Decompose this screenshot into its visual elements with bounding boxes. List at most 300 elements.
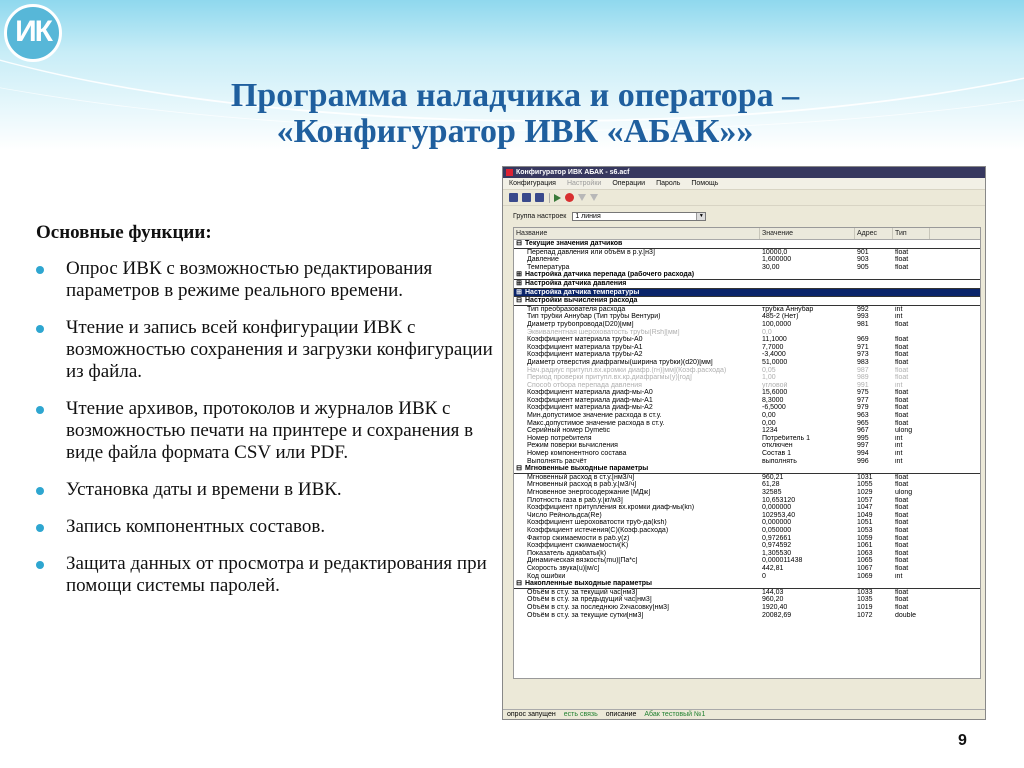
table-row[interactable] <box>514 557 980 565</box>
cell-name-text: Мгновенный расход в раб.у.[м3/ч] <box>527 481 637 489</box>
slide-title <box>100 78 930 150</box>
cell-address: 1033 <box>857 588 873 596</box>
cell-name-text: Коэффициент материала диаф-мы-A1 <box>527 396 653 404</box>
cell-name <box>514 489 760 497</box>
cell-type: float <box>895 549 909 557</box>
table-row[interactable] <box>514 504 980 512</box>
cell-name <box>514 427 760 435</box>
cell-name-text: Объём в ст.у. за текущий час[нм3] <box>527 588 638 596</box>
cell-type: int <box>895 442 903 450</box>
cell-address: 989 <box>857 374 869 382</box>
cell-address: 995 <box>857 434 869 442</box>
cell-name-text: Накопленные выходные параметры <box>525 580 653 588</box>
bullet-icon <box>36 561 44 569</box>
cell-name-text: Мгновенные выходные параметры <box>525 465 649 473</box>
cell-name <box>514 535 760 543</box>
cell-name <box>514 412 760 420</box>
table-row[interactable] <box>514 420 980 428</box>
cell-name-text: Давление <box>527 256 559 264</box>
cell-name-text: Коэффициент притупления вх.кромки диаф-мы(kn) <box>527 504 695 512</box>
table-row[interactable] <box>514 249 980 257</box>
cell-type: float <box>895 596 909 604</box>
cell-value: -6,5000 <box>762 404 786 412</box>
cell-address: 967 <box>857 427 869 435</box>
cell-value <box>760 580 855 588</box>
cell-name <box>514 542 760 550</box>
expand-icon[interactable]: ⊞ <box>516 271 522 279</box>
cell-value: отключен <box>762 442 793 450</box>
cell-address: 1065 <box>857 557 873 565</box>
table-row[interactable] <box>514 336 980 344</box>
cell-name-text: Коэффициент материала трубы-A0 <box>527 336 643 344</box>
cell-address <box>855 329 893 337</box>
table-row[interactable] <box>514 389 980 397</box>
cell-name-text: Эквивалентная шероховатость трубы[Rsh][мм] <box>527 328 680 336</box>
cell-name-text: Коэффициент сжимаемости(K) <box>527 542 629 550</box>
cell-type: float <box>895 603 909 611</box>
cell-value: 1,305530 <box>762 549 792 557</box>
table-row[interactable] <box>514 527 980 535</box>
list-item: Запись компонентных составов. <box>36 516 496 538</box>
cell-name-text: Настройки вычисления расхода <box>525 297 638 305</box>
cell-address: 1031 <box>857 473 873 481</box>
table-row[interactable] <box>514 596 980 604</box>
list-item: Установка даты и времени в ИВК. <box>36 479 496 501</box>
cell-value: 30,00 <box>762 263 780 271</box>
cell-type: int <box>895 450 903 458</box>
cell-name <box>514 336 760 344</box>
table-row[interactable] <box>514 489 980 497</box>
cell-type: float <box>895 526 909 534</box>
cell-address: 1051 <box>857 519 873 527</box>
cell-value: 960,20 <box>762 596 784 604</box>
cell-value: 102953,40 <box>762 511 796 519</box>
cell-name-text: Объём в ст.у. за последнюю 2хчасовку[нм3] <box>527 603 669 611</box>
cell-name <box>514 289 760 297</box>
cell-type <box>893 240 930 248</box>
bullet-icon <box>36 266 44 274</box>
cell-address: 1019 <box>857 603 873 611</box>
cell-value: 0,05 <box>762 366 776 374</box>
save-all-icon[interactable] <box>535 193 544 202</box>
settings-group-bar <box>503 206 985 226</box>
table-row[interactable] <box>514 550 980 558</box>
cell-value: 1234 <box>762 427 778 435</box>
cell-name <box>514 397 760 405</box>
cell-name <box>514 240 760 248</box>
cell-type: float <box>895 320 909 328</box>
table-row[interactable] <box>514 367 980 375</box>
table-row[interactable] <box>514 573 980 581</box>
cell-value: 0,974592 <box>762 542 792 550</box>
cell-value: 7,7000 <box>762 343 784 351</box>
cell-address: 1063 <box>857 549 873 557</box>
cell-address: 997 <box>857 442 869 450</box>
expand-icon[interactable]: ⊞ <box>516 279 522 287</box>
cell-value <box>760 297 855 305</box>
save-icon[interactable] <box>509 193 518 202</box>
cell-name <box>514 313 760 321</box>
cell-name-text: Коэффициент шероховатости труб-да(ksh) <box>527 519 667 527</box>
expand-icon[interactable]: ⊞ <box>516 288 522 296</box>
cell-name <box>514 465 760 473</box>
table-row[interactable] <box>514 351 980 359</box>
status-state: опрос запущен <box>507 711 556 718</box>
cell-type <box>893 465 930 473</box>
cell-name-text: Скорость звука(u)[м/с] <box>527 564 600 572</box>
menu-help[interactable]: Помощь <box>691 180 719 187</box>
cell-name-text: Мгновенный расход в ст.у.[нм3/ч] <box>527 473 635 481</box>
cell-address: 905 <box>857 263 869 271</box>
cell-name-text: Выполнять расчёт <box>527 457 587 465</box>
cell-type: float <box>895 256 909 264</box>
cell-address <box>855 240 893 248</box>
cell-name-text: Диаметр отверстия диафрагмы(ширина трубки)(d20)[мм] <box>527 358 713 366</box>
list-item: Чтение архивов, протоколов и журналов ИВК с возможностью печати на принтере и сохранения в виде файла формата CSV или PDF. <box>36 398 496 464</box>
table-row[interactable] <box>514 589 980 597</box>
group-row[interactable] <box>514 289 980 298</box>
cell-address <box>855 297 893 305</box>
cell-name <box>514 344 760 352</box>
cell-name-text: Показатель адиабаты(k) <box>527 549 607 557</box>
table-row[interactable] <box>514 412 980 420</box>
cell-name-text: Объём в ст.у. за текущие сутки[нм3] <box>527 611 644 619</box>
group-select-value: 1 линия <box>575 212 601 220</box>
window-title: Конфигуратор ИВК АБАК - s6.acf <box>516 169 630 176</box>
run-icon[interactable] <box>554 194 561 202</box>
cell-name <box>514 382 760 390</box>
cell-value <box>760 271 855 279</box>
cell-name <box>514 367 760 375</box>
group-label: Группа настроек <box>513 212 567 220</box>
cell-type <box>893 280 930 288</box>
cell-value <box>760 465 855 473</box>
cell-value: 0,000011438 <box>762 557 803 565</box>
table-row[interactable] <box>514 313 980 321</box>
cell-name <box>514 481 760 489</box>
table-row[interactable] <box>514 565 980 573</box>
menu-settings[interactable]: Настройки <box>566 180 602 187</box>
cell-value: 20082,69 <box>762 611 792 619</box>
cell-name-text: Серийный номер Dymetic <box>527 427 610 435</box>
cell-name <box>514 550 760 558</box>
cell-name-text: Макс.допустимое значение расхода в ст.у. <box>527 419 665 427</box>
cell-value: 10000,0 <box>762 248 788 256</box>
cell-type: float <box>895 511 909 519</box>
status-description-value: Абак тестовый №1 <box>644 711 706 718</box>
cell-name-text: Настройка датчика давления <box>525 279 627 287</box>
collapse-icon[interactable]: ⊟ <box>516 297 522 305</box>
cell-type: int <box>895 457 903 465</box>
cell-value: 0,0 <box>762 328 772 336</box>
cell-value: 1,00 <box>762 374 776 382</box>
cell-type: float <box>895 248 909 256</box>
cell-name-text: Диаметр трубопровода(D20)[мм] <box>527 320 634 328</box>
cell-name-text: Тип преобразователя расхода <box>527 305 626 313</box>
cell-name <box>514 504 760 512</box>
table-row[interactable] <box>514 497 980 505</box>
stop-icon[interactable] <box>565 193 574 202</box>
bullet-icon <box>36 406 44 414</box>
cell-type: float <box>895 481 909 489</box>
cell-name-text: Текущие значения датчиков <box>525 240 623 247</box>
group-row[interactable] <box>514 240 980 249</box>
table-row[interactable] <box>514 481 980 489</box>
collapse-icon[interactable]: ⊟ <box>516 580 522 588</box>
cell-type: float <box>895 336 909 344</box>
save-as-icon[interactable] <box>522 193 531 202</box>
group-row[interactable] <box>514 280 980 289</box>
table-row[interactable] <box>514 329 980 337</box>
cell-type: double <box>895 611 917 619</box>
cell-name <box>514 442 760 450</box>
download-icon[interactable] <box>578 194 586 201</box>
table-row[interactable] <box>514 612 980 620</box>
bullet-icon <box>36 524 44 532</box>
cell-name <box>514 458 760 466</box>
cell-address: 981 <box>857 320 869 328</box>
cell-name-text: Режим поверки вычисления <box>527 442 618 450</box>
cell-name-text: Номер компонентного состава <box>527 450 627 458</box>
cell-name <box>514 359 760 367</box>
cell-name-text: Объём в ст.у. за предыдущий час[нм3] <box>527 596 652 604</box>
cell-address: 901 <box>857 248 869 256</box>
cell-name-text: Период проверки притупл.вх.кр.диафрагмы(y)[год] <box>527 374 692 382</box>
cell-type: float <box>895 564 909 572</box>
cell-address: 994 <box>857 450 869 458</box>
cell-address: 1069 <box>857 572 873 580</box>
cell-name-text: Мгновенное энергосодержание [МДж] <box>527 489 651 496</box>
cell-name <box>514 450 760 458</box>
cell-name <box>514 321 760 329</box>
cell-type: int <box>895 572 903 580</box>
cell-name <box>514 474 760 482</box>
cell-name <box>514 280 760 288</box>
column-header-value[interactable]: Значение <box>760 228 855 239</box>
cell-name <box>514 297 760 305</box>
table-row[interactable] <box>514 344 980 352</box>
cell-type: float <box>895 588 909 596</box>
table-row[interactable] <box>514 442 980 450</box>
app-icon <box>506 169 513 176</box>
configurator-window <box>502 166 986 720</box>
cell-type: float <box>895 351 909 359</box>
cell-value: Потребитель 1 <box>762 434 810 442</box>
cell-value: выполнять <box>762 457 797 465</box>
toolbar-separator <box>549 193 550 203</box>
column-header-type[interactable]: Тип <box>893 228 930 239</box>
table-row[interactable] <box>514 604 980 612</box>
table-row[interactable] <box>514 474 980 482</box>
cell-name <box>514 420 760 428</box>
status-description-label: описание <box>605 711 637 718</box>
cell-address: 1049 <box>857 511 873 519</box>
cell-name <box>514 596 760 604</box>
cell-name <box>514 256 760 264</box>
table-row[interactable] <box>514 397 980 405</box>
cell-value: трубка Аннубар <box>762 305 814 313</box>
cell-value: 15,6000 <box>762 389 788 397</box>
cell-address <box>855 580 893 588</box>
cell-address: 987 <box>857 366 869 374</box>
menu-password[interactable]: Пароль <box>656 180 681 187</box>
cell-value: угловой <box>762 381 788 389</box>
cell-value: 0,00 <box>762 412 776 420</box>
cell-type: float <box>895 358 909 366</box>
collapse-icon[interactable]: ⊟ <box>516 240 522 247</box>
cell-name-text: Перепад давления или объём в р.у.[н3] <box>527 248 655 256</box>
group-row[interactable] <box>514 580 980 589</box>
cell-address: 991 <box>857 381 869 389</box>
cell-name-text: Код ошибки <box>527 572 566 580</box>
cell-name <box>514 306 760 314</box>
cell-name-text: Коэффициент истечения(C)(Коэф.расхода) <box>527 526 669 534</box>
cell-type: float <box>895 343 909 351</box>
cell-value: 0,050000 <box>762 526 792 534</box>
cell-type: float <box>895 473 909 481</box>
cell-type: ulong <box>895 427 913 435</box>
cell-value: Состав 1 <box>762 450 792 458</box>
cell-value: 0 <box>762 572 766 580</box>
cell-value: 61,28 <box>762 481 780 489</box>
group-row[interactable] <box>514 465 980 474</box>
cell-value: 0,000000 <box>762 519 792 527</box>
cell-address: 975 <box>857 389 869 397</box>
column-header-address[interactable]: Адрес <box>855 228 893 239</box>
slide-title-line1: Программа наладчика и оператора – <box>230 77 800 114</box>
cell-address: 1072 <box>857 611 873 619</box>
cell-name-text: Мин.допустимое значение расхода в ст.у. <box>527 412 662 420</box>
grid-header <box>514 228 980 240</box>
table-row[interactable] <box>514 427 980 435</box>
cell-name <box>514 264 760 272</box>
cell-address: 977 <box>857 396 869 404</box>
table-row[interactable] <box>514 359 980 367</box>
cell-type <box>893 289 930 297</box>
group-row[interactable] <box>514 271 980 280</box>
cell-name-text: Номер потребителя <box>527 434 592 442</box>
functions-heading: Основные функции: <box>36 222 212 243</box>
list-item: Защита данных от просмотра и редактирования при помощи системы паролей. <box>36 553 496 597</box>
table-row[interactable] <box>514 382 980 390</box>
cell-value: 442,81 <box>762 564 784 572</box>
cell-type: float <box>895 542 909 550</box>
cell-name-text: Фактор сжимаемости в раб.у(z) <box>527 534 630 542</box>
table-row[interactable] <box>514 321 980 329</box>
cell-type: float <box>895 504 909 512</box>
cell-type <box>893 297 930 305</box>
cell-address: 971 <box>857 343 869 351</box>
menu-configuration[interactable]: Конфигурация <box>509 180 556 187</box>
logo: ИК <box>4 4 62 62</box>
grid-body <box>514 240 980 619</box>
cell-value: 100,0000 <box>762 320 792 328</box>
table-row[interactable] <box>514 512 980 520</box>
table-row[interactable] <box>514 535 980 543</box>
cell-value: 0,972661 <box>762 534 792 542</box>
cell-name-text: Настройка датчика перепада (рабочего расхода) <box>525 271 695 279</box>
menu-operations[interactable]: Операции <box>612 180 646 187</box>
table-row[interactable] <box>514 264 980 272</box>
cell-address: 1047 <box>857 504 873 512</box>
cell-type <box>893 271 930 279</box>
cell-type: int <box>895 313 903 321</box>
cell-value: 144,03 <box>762 588 784 596</box>
group-select[interactable] <box>572 212 706 221</box>
cell-name <box>514 573 760 581</box>
cell-address: 1057 <box>857 496 873 504</box>
cell-value <box>760 289 855 297</box>
cell-name-text: Нач.радиус притупл.вх.кромки диафр.(rн)[мм](Коэф.расхода) <box>527 366 727 374</box>
table-row[interactable] <box>514 404 980 412</box>
cell-name <box>514 512 760 520</box>
table-row[interactable] <box>514 435 980 443</box>
bullet-icon <box>36 487 44 495</box>
cell-address: 1067 <box>857 564 873 572</box>
cell-value: 960,21 <box>762 473 784 481</box>
table-row[interactable] <box>514 374 980 382</box>
cell-name <box>514 527 760 535</box>
cell-name <box>514 497 760 505</box>
cell-name <box>514 351 760 359</box>
list-item: Чтение и запись всей конфигурации ИВК с возможностью сохранения и загрузки конфигурации из файла. <box>36 317 496 383</box>
cell-type: int <box>895 434 903 442</box>
cell-name-text: Коэффициент материала диаф-мы-A0 <box>527 389 653 397</box>
table-row[interactable] <box>514 306 980 314</box>
cell-address <box>855 280 893 288</box>
cell-type: float <box>895 374 909 382</box>
toolbar <box>503 190 985 206</box>
cell-type <box>893 329 930 337</box>
cell-name-text: Тип трубки Аннубар (Тип трубы Вентури) <box>527 313 661 321</box>
cell-address: 965 <box>857 419 869 427</box>
cell-type: float <box>895 557 909 565</box>
collapse-icon[interactable]: ⊟ <box>516 465 522 473</box>
upload-icon[interactable] <box>590 194 598 201</box>
cell-address <box>855 289 893 297</box>
cell-address: 996 <box>857 457 869 465</box>
cell-address: 903 <box>857 256 869 264</box>
cell-name-text: Настройка датчика температуры <box>525 288 640 296</box>
cell-address <box>855 271 893 279</box>
cell-type: float <box>895 412 909 420</box>
table-row[interactable] <box>514 458 980 466</box>
cell-name <box>514 249 760 257</box>
table-row[interactable] <box>514 450 980 458</box>
cell-address: 983 <box>857 358 869 366</box>
cell-type: int <box>895 381 903 389</box>
chevron-down-icon[interactable]: ▼ <box>696 213 705 220</box>
cell-value: 1920,40 <box>762 603 788 611</box>
cell-name-text: Динамическая вязкость(mu)[Па*с] <box>527 557 638 565</box>
cell-value: 0,00 <box>762 419 776 427</box>
bullet-icon <box>36 325 44 333</box>
cell-name <box>514 612 760 620</box>
group-row[interactable] <box>514 297 980 306</box>
cell-type: int <box>895 305 903 313</box>
cell-address: 1029 <box>857 489 873 496</box>
table-row[interactable] <box>514 542 980 550</box>
column-header-name[interactable]: Название <box>514 228 760 239</box>
cell-address: 992 <box>857 305 869 313</box>
cell-value: 32585 <box>762 489 782 496</box>
table-row[interactable] <box>514 519 980 527</box>
list-item: Опрос ИВК с возможностью редактирования параметров в режиме реального времени. <box>36 258 496 302</box>
cell-value: 8,3000 <box>762 396 784 404</box>
cell-name <box>514 580 760 588</box>
table-row[interactable] <box>514 256 980 264</box>
cell-name <box>514 557 760 565</box>
